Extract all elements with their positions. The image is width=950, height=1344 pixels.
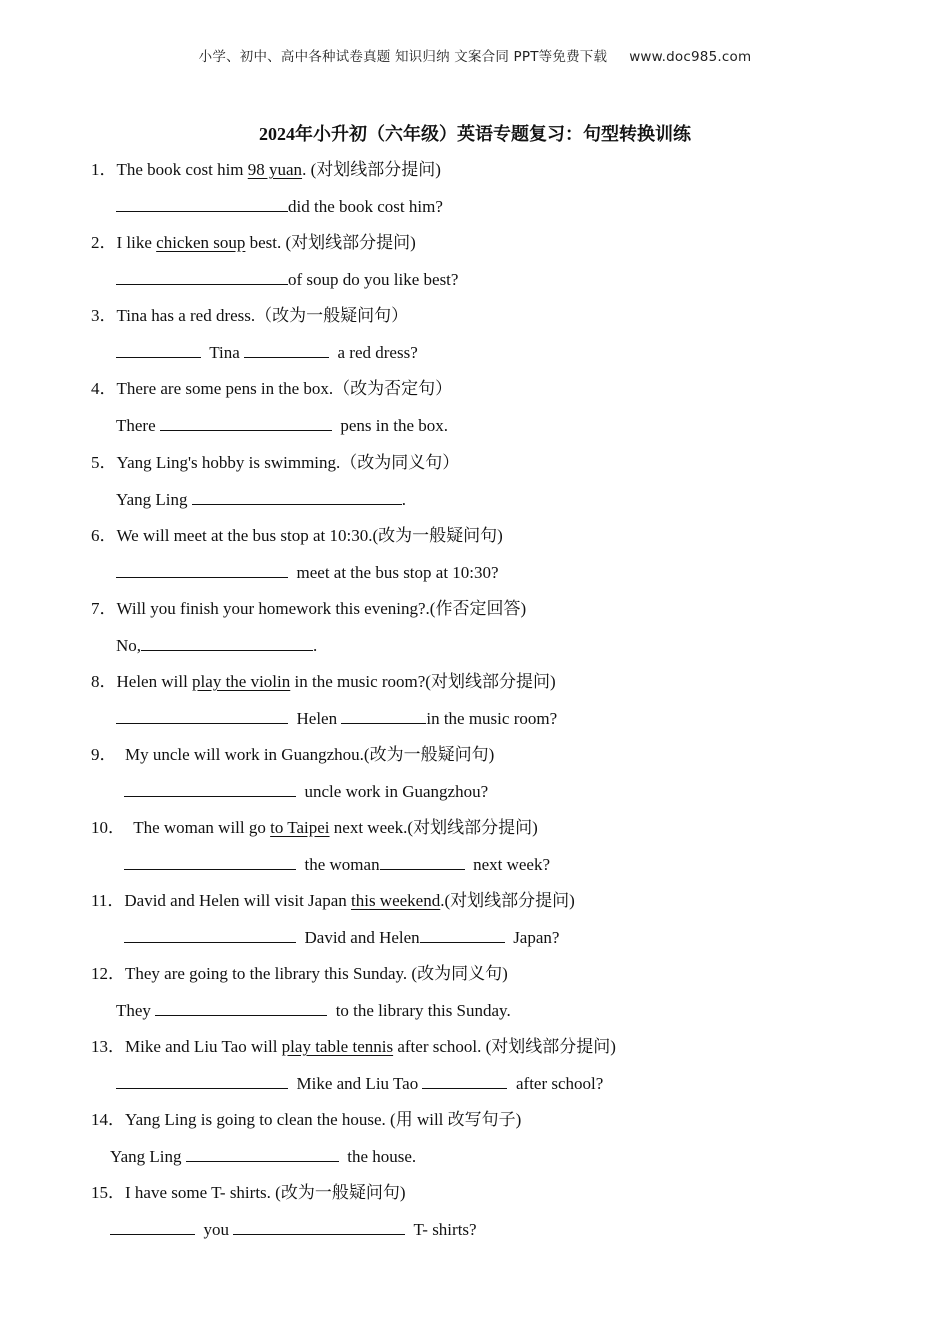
question-1: 1．The book cost him 98 yuan. (对划线部分提问) [91, 160, 441, 179]
answer-line-10: the woman next week? [124, 854, 550, 876]
answer-line-1: did the book cost him? [116, 196, 443, 218]
header-text: 小学、初中、高中各种试卷真题 知识归纳 文案合同 PPT等免费下载 [198, 49, 608, 65]
answer-blank[interactable] [380, 854, 465, 870]
header-site[interactable]: www.doc985.com [629, 49, 752, 65]
answer-blank[interactable] [155, 1000, 327, 1016]
answer-line-3: Tina a red dress? [116, 342, 418, 364]
question-9: 9． My uncle will work in Guangzhou.(改为一般疑问句) [91, 745, 495, 764]
question-13: 13．Mike and Liu Tao will play table tennis after school. (对划线部分提问) [91, 1037, 616, 1056]
answer-line-8: Helen in the music room? [116, 708, 557, 730]
answer-line-5: Yang Ling . [116, 490, 406, 509]
answer-blank[interactable] [116, 196, 288, 212]
question-6: 6．We will meet at the bus stop at 10:30.(改为一般疑问句) [91, 526, 503, 545]
answer-blank[interactable] [422, 1073, 507, 1089]
answer-line-4: There pens in the box. [116, 416, 449, 435]
answer-line-2: of soup do you like best? [116, 269, 458, 291]
answer-blank[interactable] [186, 1146, 339, 1162]
answer-line-11: David and Helen Japan? [124, 927, 559, 949]
answer-blank[interactable] [124, 927, 296, 943]
question-14: 14．Yang Ling is going to clean the house. (用 will 改写句子) [91, 1110, 522, 1129]
answer-blank[interactable] [116, 562, 288, 578]
question-5: 5．Yang Ling's hobby is swimming.（改为同义句） [91, 453, 460, 472]
answer-line-12: They to the library this Sunday. [116, 1001, 511, 1020]
question-15: 15．I have some T- shirts. (改为一般疑问句) [91, 1183, 406, 1202]
question-10: 10． The woman will go to Taipei next week.(对划线部分提问) [91, 818, 538, 837]
answer-line-13: Mike and Liu Tao after school? [116, 1073, 603, 1095]
question-8: 8．Helen will play the violin in the music room?(对划线部分提问) [91, 672, 556, 691]
answer-blank[interactable] [110, 1219, 195, 1235]
page-header [0, 45, 950, 65]
answer-blank[interactable] [233, 1219, 405, 1235]
question-3: 3．Tina has a red dress.（改为一般疑问句） [91, 306, 409, 325]
question-11: 11．David and Helen will visit Japan this weekend.(对划线部分提问) [91, 891, 575, 910]
answer-blank[interactable] [192, 489, 402, 505]
answer-blank[interactable] [116, 342, 201, 358]
answer-blank[interactable] [244, 342, 329, 358]
answer-blank[interactable] [116, 1073, 288, 1089]
answer-line-9: uncle work in Guangzhou? [124, 781, 488, 803]
answer-blank[interactable] [160, 415, 332, 431]
answer-line-7: No, . [116, 636, 318, 655]
answer-blank[interactable] [116, 269, 288, 285]
answer-line-15: you T- shirts? [110, 1219, 477, 1241]
answer-blank[interactable] [116, 708, 288, 724]
answer-blank[interactable] [124, 854, 296, 870]
answer-blank[interactable] [141, 635, 313, 651]
question-4: 4．There are some pens in the box.（改为否定句） [91, 379, 453, 398]
answer-line-14: Yang Ling the house. [110, 1147, 417, 1166]
question-12: 12．They are going to the library this Sunday. (改为同义句) [91, 964, 508, 983]
answer-blank[interactable] [124, 781, 296, 797]
question-2: 2．I like chicken soup best. (对划线部分提问) [91, 233, 416, 252]
question-7: 7．Will you finish your homework this evening?.(作否定回答) [91, 599, 527, 618]
answer-line-6: meet at the bus stop at 10:30? [116, 562, 499, 584]
document-title: 2024年小升初（六年级）英语专题复习：句型转换训练 [259, 124, 691, 144]
answer-blank[interactable] [420, 927, 505, 943]
answer-blank[interactable] [341, 708, 426, 724]
